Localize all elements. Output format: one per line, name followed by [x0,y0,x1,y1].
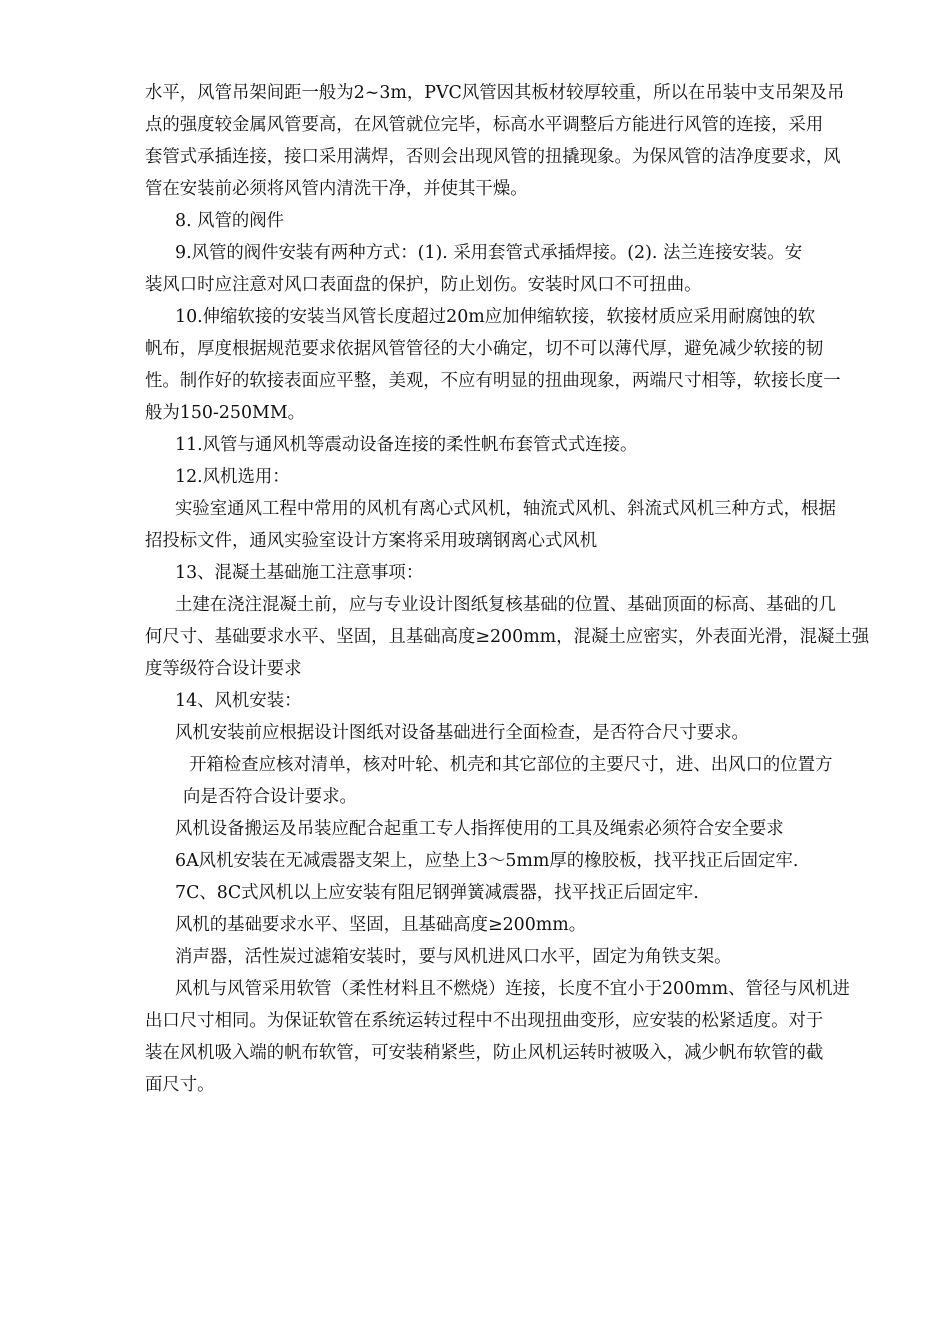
text-line: 消声器，活性炭过滤箱安装时，要与风机进风口水平，固定为角铁支架。 [175,947,732,967]
text-line: 帆布，厚度根据规范要求依据风管管径的大小确定，切不可以薄代厚，避免减少软接的韧 [145,339,824,359]
text-line: 风机与风管采用软管（柔性材料且不燃烧）连接，长度不宜小于200mm、管径与风机进 [175,979,850,999]
text-line: 管在安装前必须将风管内清洗干净，并使其干燥。 [145,179,528,199]
document-body [145,77,885,1101]
text-line: 风机安装前应根据设计图纸对设备基础进行全面检查，是否符合尺寸要求。 [175,723,749,743]
text-line: 6A风机安装在无减震器支架上，应垫上3～5mm厚的橡胶板，找平找正后固定牢. [175,851,799,871]
text-line: 般为150-250MM。 [145,403,306,423]
text-line: 风机设备搬运及吊装应配合起重工专人指挥使用的工具及绳索必须符合安全要求 [175,819,784,839]
text-line: 点的强度较金属风管要高，在风管就位完毕，标高水平调整后方能进行风管的连接，采用 [145,115,824,135]
section-heading: 14、风机安装： [175,691,302,711]
text-line: 开箱检查应核对清单，核对叶轮、机壳和其它部位的主要尺寸，进、出风口的位置方 [189,755,833,775]
text-line: 招投标文件，通风实验室设计方案将采用玻璃钢离心式风机 [145,531,598,551]
section-heading: 12.风机选用： [175,467,290,487]
text-line: 9.风管的阀件安装有两种方式：(1). 采用套管式承插焊接。(2). 法兰连接安装。安 [175,243,803,263]
text-line: 10.伸缩软接的安装当风管长度超过20m应加伸缩软接，软接材质应采用耐腐蚀的软 [175,307,816,327]
text-line: 度等级符合设计要求 [145,659,302,679]
text-line: 装风口时应注意对风口表面盘的保护，防止划伤。安装时风口不可扭曲。 [145,275,702,295]
text-line: 套管式承插连接，接口采用满焊，否则会出现风管的扭撬现象。为保风管的洁净度要求，风 [145,147,841,167]
text-line: 性。制作好的软接表面应平整，美观，不应有明显的扭曲现象，两端尺寸相等，软接长度一 [145,371,841,391]
text-line: 风机的基础要求水平、坚固，且基础高度≥200mm。 [175,915,587,935]
text-line: 出口尺寸相同。为保证软管在系统运转过程中不出现扭曲变形，应安装的松紧适度。对于 [145,1011,824,1031]
section-heading: 13、混凝土基础施工注意事项： [175,563,424,583]
text-line: 装在风机吸入端的帆布软管，可安装稍紧些，防止风机运转时被吸入，减少帆布软管的截 [145,1043,824,1063]
text-line: 面尺寸。 [145,1075,215,1095]
text-line: 何尺寸、基础要求水平、坚固，且基础高度≥200mm，混凝土应密实，外表面光滑，混凝土强 [145,627,870,647]
text-line: 11.风管与通风机等震动设备连接的柔性帆布套管式式连接。 [175,435,638,455]
text-line: 向是否符合设计要求。 [183,787,357,807]
text-line: 水平，风管吊架间距一般为2~3m，PVC风管因其板材较厚较重，所以在吊装中支吊架及吊 [145,83,845,103]
text-line: 实验室通风工程中常用的风机有离心式风机，轴流式风机、斜流式风机三种方式，根据 [175,499,836,519]
section-heading: 8. 风管的阀件 [175,211,285,231]
text-line: 7C、8C式风机以上应安装有阻尼钢弹簧减震器，找平找正后固定牢. [175,883,699,903]
text-line: 土建在浇注混凝土前，应与专业设计图纸复核基础的位置、基础顶面的标高、基础的几 [175,595,836,615]
